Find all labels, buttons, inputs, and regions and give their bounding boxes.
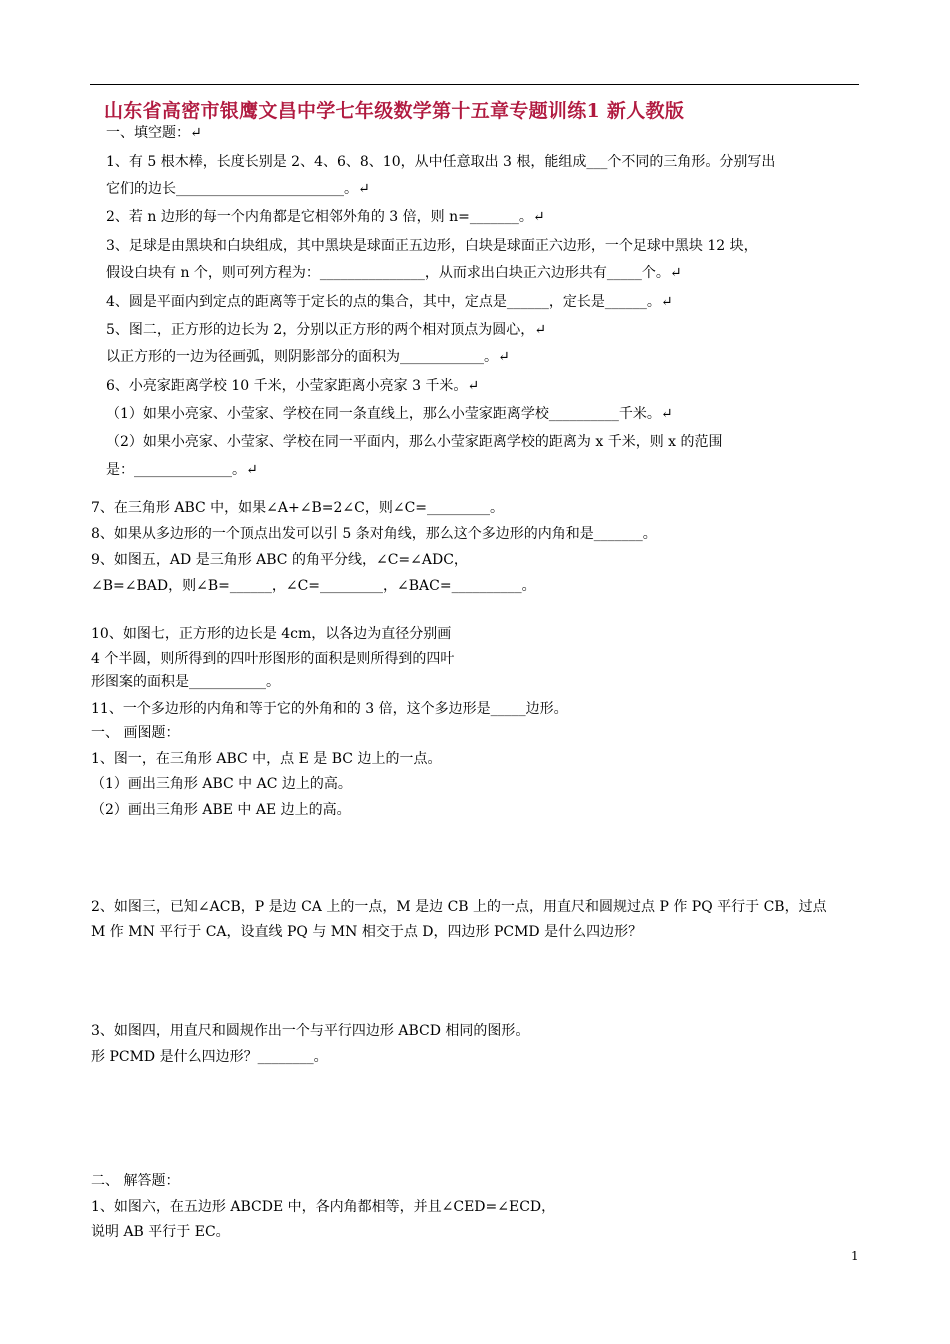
q3-line2: 假设白块有 n 个，则可列方程为：_______________，从而求出白块正六边形共有_____个。↵ bbox=[106, 265, 682, 281]
q7: 7、在三角形 ABC 中，如果∠A+∠B=2∠C，则∠C=_________。 bbox=[91, 500, 505, 516]
q1-line2: 它们的边长________________________。↵ bbox=[106, 181, 370, 197]
q5-line2: 以正方形的一边为径画弧，则阴影部分的面积为____________。↵ bbox=[106, 349, 510, 365]
q2: 2、若 n 边形的每一个内角都是它相邻外角的 3 倍，则 n=_______。↵ bbox=[106, 209, 545, 225]
q10-line1: 10、如图七，正方形的边长是 4cm，以各边为直径分别画 bbox=[91, 626, 452, 642]
draw-q1-part1: （1）画出三角形 ABC 中 AC 边上的高。 bbox=[91, 776, 352, 792]
draw-q2-line2: M 作 MN 平行于 CA，设直线 PQ 与 MN 相交于点 D，四边形 PCMD 是什么四边形？ bbox=[91, 924, 643, 940]
draw-q3-line2: 形 PCMD 是什么四边形？________。 bbox=[91, 1049, 328, 1065]
q3-line1: 3、足球是由黑块和白块组成，其中黑块是球面正五边形，白块是球面正六边形，一个足球中黑块 12 块， bbox=[106, 238, 758, 254]
q6-part2-line1: （2）如果小亮家、小莹家、学校在同一平面内，那么小莹家距离学校的距离为 x 千米，则 x 的范围 bbox=[106, 434, 723, 450]
q6-part1: （1）如果小亮家、小莹家、学校在同一条直线上，那么小莹家距离学校__________千米。↵ bbox=[106, 406, 673, 422]
page-number: 1 bbox=[851, 1249, 859, 1263]
document-title: 山东省高密市银鹰文昌中学七年级数学第十五章专题训练1 新人教版 bbox=[104, 100, 685, 122]
q10-line3: 形图案的面积是___________。 bbox=[91, 674, 280, 690]
q11: 11、一个多边形的内角和等于它的外角和的 3 倍，这个多边形是_____边形。 bbox=[91, 701, 568, 717]
q10-line2: 4 个半圆，则所得到的四叶形图形的面积是则所得到的四叶 bbox=[91, 651, 455, 667]
q6-part2-line2: 是：______________。↵ bbox=[106, 462, 258, 478]
answer-q1-line1: 1、如图六，在五边形 ABCDE 中，各内角都相等，并且∠CED=∠ECD， bbox=[91, 1199, 556, 1215]
answer-q1-line2: 说明 AB 平行于 EC。 bbox=[91, 1224, 230, 1240]
q8: 8、如果从多边形的一个顶点出发可以引 5 条对角线，那么这个多边形的内角和是_______。 bbox=[91, 526, 657, 542]
q6: 6、小亮家距离学校 10 千米，小莹家距离小亮家 3 千米。↵ bbox=[106, 378, 480, 394]
draw-q1: 1、图一，在三角形 ABC 中，点 E 是 BC 边上的一点。 bbox=[91, 751, 442, 767]
q5-line1: 5、图二，正方形的边长为 2，分别以正方形的两个相对顶点为圆心，↵ bbox=[106, 322, 546, 338]
draw-q1-part2: （2）画出三角形 ABE 中 AE 边上的高。 bbox=[91, 802, 351, 818]
q9-line2: ∠B=∠BAD，则∠B=______，∠C=_________，∠BAC=__________。 bbox=[91, 578, 536, 594]
section-drawing-heading: 一、 画图题： bbox=[91, 725, 180, 741]
section-fill-blank-heading: 一、填空题：↵ bbox=[106, 125, 202, 141]
draw-q3-line1: 3、如图四，用直尺和圆规作出一个与平行四边形 ABCD 相同的图形。 bbox=[91, 1023, 530, 1039]
q9-line1: 9、如图五，AD 是三角形 ABC 的角平分线，∠C=∠ADC， bbox=[91, 552, 468, 568]
q4: 4、圆是平面内到定点的距离等于定长的点的集合，其中，定点是______，定长是______。↵ bbox=[106, 294, 673, 310]
draw-q2-line1: 2、如图三，已知∠ACB，P 是边 CA 上的一点，M 是边 CB 上的一点，用直尺和圆规过点 P 作 PQ 平行于 CB，过点 bbox=[91, 899, 827, 915]
q1-line1: 1、有 5 根木棒，长度长别是 2、4、6、8、10，从中任意取出 3 根，能组成___个不同的三角形。分别写出 bbox=[106, 154, 776, 170]
section-answer-heading: 二、 解答题： bbox=[91, 1173, 180, 1189]
header-rule bbox=[90, 84, 859, 85]
